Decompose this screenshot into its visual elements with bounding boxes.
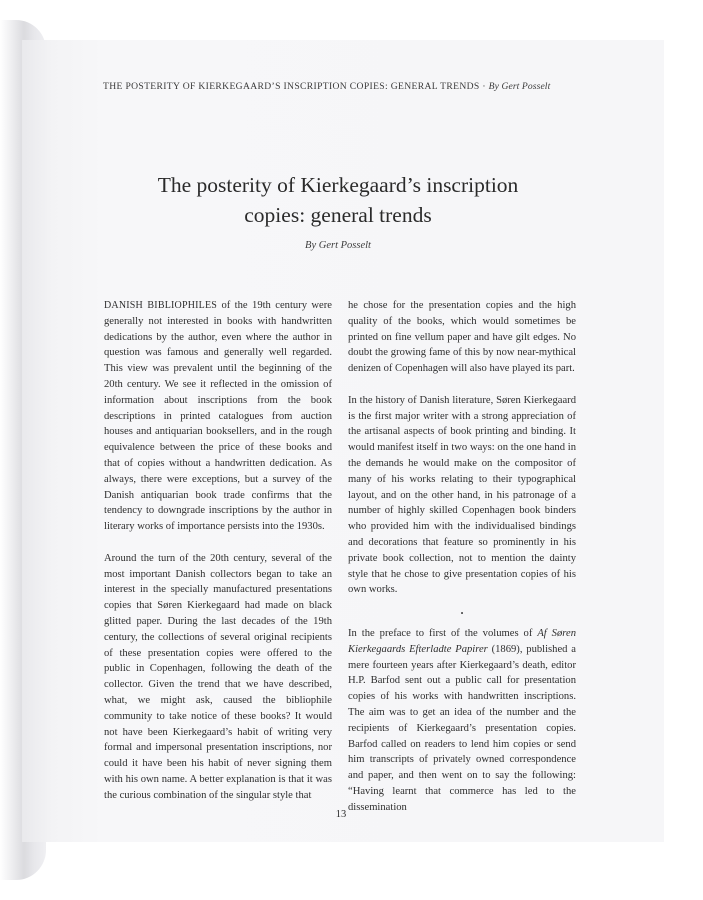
- running-head-title: THE POSTERITY OF KIERKEGAARD’S INSCRIPTION COPIES: GENERAL TRENDS: [103, 81, 480, 92]
- running-head-author: By Gert Posselt: [488, 81, 551, 92]
- right-column: [348, 298, 576, 831]
- right-paragraph-3-end: (1869), published a mere fourteen years after Kierkegaard’s death, editor H.P. Barfod sent out a public call for presentation copies of his works with handwritten inscriptions. The aim was to get an idea of the number and the recipients of Kierkegaard’s presentation copies. Barfod called on readers to lend him copies or send him transcripts of privately owned correspondence and paper, and then went on to say the following: “Having learnt that commerce has led to the dissemination: [348, 643, 576, 813]
- section-break-ornament: •: [460, 608, 464, 618]
- right-paragraph-3: [348, 626, 576, 816]
- article-title-line-2: copies: general trends: [244, 203, 432, 227]
- right-paragraph-2: In the history of Danish literature, Søren Kierkegaard is the first major writer with a strong appreciation of the artisanal aspects of book printing and binding. It would manifest itself in two ways: on the one hand in the demands he would make on the compositor of many of his works relating to their typographical layout, and on the other hand, in his patronage of a number of highly skilled Copenhagen book binders who provided him with the individualised bindings and decorations that feature so prominently in his private book collection, not to mention the dainty style that he chose to give presentation copies of his own works.: [348, 394, 576, 596]
- article-title-line-1: The posterity of Kierkegaard’s inscription: [157, 173, 519, 197]
- article-title: [100, 170, 576, 230]
- left-paragraph-1-text: of the 19th century were generally not interested in books with handwritten dedications by the author, even where the author in question was famous and generally well regarded. This view was prevalent until the beginning of the 20th century. We see it reflected in the omission of information about inscriptions from the book descriptions in printed catalogues from auction houses and antiquarian booksellers, and in the rough equivalence between the price of these books and that of copies without a handwritten dedication. As always, there were exceptions, but a survey of the Danish antiquarian book trade confirms that the tendency to downgrade inscriptions by the author in literary works of importance persists into the 1930s.: [104, 300, 332, 533]
- right-paragraph-3-start: In the preface to first of the volumes of: [348, 627, 538, 639]
- article-byline: By Gert Posselt: [305, 240, 371, 251]
- book-title-italic: Af Søren Kierkegaards Efterladte Papirer: [348, 627, 577, 655]
- running-head: [103, 81, 583, 92]
- left-paragraph-1: [104, 298, 332, 535]
- lead-in-small-caps: DANISH BIBLIOPHILES: [104, 300, 218, 311]
- right-paragraph-1: he chose for the presentation copies and the high quality of the books, which would sometimes be printed on fine vellum paper and have gilt edges. No doubt the growing fame of this by now near-mythical denizen of Copenhagen will also have played its part.: [348, 300, 576, 375]
- running-head-separator: ·: [479, 81, 489, 92]
- left-paragraph-2: Around the turn of the 20th century, several of the most important Danish collectors began to take an interest in the specially manufactured presentations copies that Søren Kierkegaard had made on black glitted paper. During the last decades of the 19th century, the collections of several original recipients of these presentation copies were offered to the public in Copenhagen, following the death of the collector. Given the trend that we have described, what, we might ask, caused the bibliophile community to take notice of these books? It would not have been Kierkegaard’s habit of writing very formal and impersonal presentation inscriptions, nor could it have been his habit of never signing them with his own name. A better explanation is that it was the curious combination of the singular style that: [104, 552, 332, 801]
- left-column: [104, 298, 332, 819]
- page-number: 13: [335, 809, 347, 820]
